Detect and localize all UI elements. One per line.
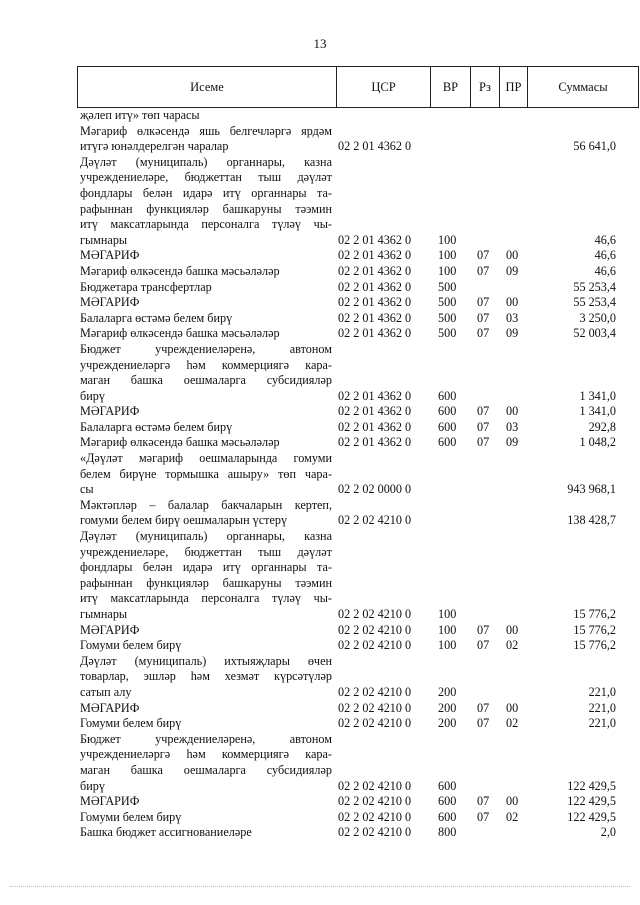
row-name: Балаларга өстәмә белем бирү (80, 310, 233, 325)
table-row (0, 170, 640, 186)
row-pr: 03 (506, 310, 519, 325)
table-row (0, 732, 640, 748)
row-sum: 943 968,1 (567, 482, 616, 497)
row-vr: 500 (438, 326, 457, 341)
row-name: Бюджетара трансфертлар (80, 279, 212, 294)
row-vr: 500 (438, 295, 457, 310)
row-rz: 07 (477, 716, 490, 731)
row-name: Мәгариф өлкәсендә башка мәсьәләләр (80, 263, 280, 278)
row-csr: 02 2 01 4362 0 (338, 310, 412, 325)
row-pr: 00 (506, 622, 519, 637)
row-pr: 00 (506, 295, 519, 310)
row-rz: 07 (477, 700, 490, 715)
row-name: Бюджет учреждениеләренә, автоном (80, 341, 332, 356)
row-pr: 03 (506, 419, 519, 434)
row-name: Башка бюджет ассигнованиеләре (80, 825, 252, 840)
table-header (77, 66, 639, 108)
row-name: учреждениеләргә һәм коммерциягә кара- (80, 357, 332, 372)
page-number: 13 (313, 36, 327, 51)
table-row (0, 139, 640, 155)
row-pr: 09 (506, 263, 519, 278)
table-row (0, 233, 640, 249)
table-row (0, 685, 640, 701)
row-name: гомуми белем бирү оешмаларын үстерү (80, 513, 288, 528)
table-row (0, 389, 640, 405)
row-rz: 07 (477, 794, 490, 809)
header-sum: Суммасы (558, 79, 608, 94)
row-pr: 02 (506, 638, 519, 653)
table-row (0, 482, 640, 498)
row-sum: 1 048,2 (579, 435, 616, 450)
row-name: белем бирүне тормышка ашыру» төп чара- (80, 466, 332, 481)
row-pr: 00 (506, 700, 519, 715)
row-name: Мәгариф өлкәсендә яшь белгечләргә ярдәм (80, 123, 332, 138)
row-csr: 02 2 02 4210 0 (338, 778, 412, 793)
row-csr: 02 2 01 4362 0 (338, 435, 412, 450)
row-csr: 02 2 02 4210 0 (338, 684, 412, 699)
table-row (0, 747, 640, 763)
row-rz: 07 (477, 326, 490, 341)
row-name: МӘГАРИФ (80, 794, 140, 809)
table-row (0, 358, 640, 374)
row-rz: 07 (477, 263, 490, 278)
row-sum: 221,0 (588, 684, 616, 699)
row-vr: 800 (438, 825, 457, 840)
header-pr: ПР (500, 67, 528, 107)
row-name: бирү (80, 388, 105, 403)
row-vr: 600 (438, 435, 457, 450)
row-csr: 02 2 02 0000 0 (338, 482, 412, 497)
row-sum: 1 341,0 (579, 388, 616, 403)
header-name: Исеме (78, 67, 337, 107)
table-row (0, 373, 640, 389)
row-sum: 221,0 (588, 716, 616, 731)
row-rz: 07 (477, 419, 490, 434)
table-row (0, 794, 640, 810)
header-csr: ЦСР (337, 67, 431, 107)
row-sum: 122 429,5 (567, 778, 616, 793)
row-name: рафыннан функцияләр башкаруны тәэмин (80, 201, 332, 216)
row-rz: 07 (477, 638, 490, 653)
table-row (0, 529, 640, 545)
row-csr: 02 2 01 4362 0 (338, 326, 412, 341)
row-csr: 02 2 02 4210 0 (338, 638, 412, 653)
row-name: маган башка оешмаларга субсидияләр (80, 762, 332, 777)
table-row (0, 638, 640, 654)
row-rz: 07 (477, 248, 490, 263)
row-rz: 07 (477, 310, 490, 325)
table-row (0, 435, 640, 451)
row-name: учреждениеләре, бюджеттан тыш дәүләт (80, 170, 332, 185)
row-sum: 2,0 (600, 825, 616, 840)
row-vr: 600 (438, 794, 457, 809)
row-csr: 02 2 02 4210 0 (338, 622, 412, 637)
row-csr: 02 2 01 4362 0 (338, 139, 412, 154)
row-sum: 46,6 (594, 263, 616, 278)
table-row (0, 326, 640, 342)
row-vr: 600 (438, 404, 457, 419)
row-name: «Дәүләт мәгариф оешмаларында гомуми (80, 451, 332, 466)
row-csr: 02 2 02 4210 0 (338, 700, 412, 715)
table-row (0, 560, 640, 576)
row-csr: 02 2 01 4362 0 (338, 388, 412, 403)
row-vr: 100 (438, 232, 457, 247)
row-name: Бюджет учреждениеләренә, автоном (80, 731, 332, 746)
row-name: МӘГАРИФ (80, 700, 140, 715)
row-name: Мәктәпләр – балалар бакчаларын кертеп, (80, 497, 332, 512)
row-csr: 02 2 02 4210 0 (338, 716, 412, 731)
row-rz: 07 (477, 622, 490, 637)
table-row (0, 513, 640, 529)
table-row (0, 248, 640, 264)
row-sum: 15 776,2 (573, 622, 616, 637)
row-name: Дәүләт (муниципаль) ихтыяҗлары өчен (80, 653, 332, 668)
row-name: гымнары (80, 607, 128, 621)
table-row (0, 607, 640, 623)
row-sum: 15 776,2 (573, 607, 616, 621)
row-rz: 07 (477, 809, 490, 824)
row-pr: 09 (506, 435, 519, 450)
row-name: МӘГАРИФ (80, 622, 140, 637)
row-pr: 00 (506, 404, 519, 419)
row-csr: 02 2 01 4362 0 (338, 419, 412, 434)
row-pr: 02 (506, 716, 519, 731)
row-name: товарлар, эшләр һәм хезмәт күрсәтүләр (80, 669, 332, 684)
table-row (0, 217, 640, 233)
row-sum: 122 429,5 (567, 809, 616, 824)
table-row (0, 701, 640, 717)
row-name: МӘГАРИФ (80, 404, 140, 419)
table-row (0, 763, 640, 779)
table-row (0, 669, 640, 685)
table-row (0, 623, 640, 639)
row-name: Дәүләт (муниципаль) органнары, казна (80, 154, 332, 169)
row-name: гымнары (80, 232, 128, 247)
table-row (0, 810, 640, 826)
row-csr: 02 2 01 4362 0 (338, 263, 412, 278)
row-vr: 100 (438, 638, 457, 653)
table-row (0, 420, 640, 436)
table-row (0, 295, 640, 311)
row-sum: 15 776,2 (573, 638, 616, 653)
row-vr: 200 (438, 684, 457, 699)
row-name: МӘГАРИФ (80, 248, 140, 263)
row-sum: 221,0 (588, 700, 616, 715)
table-row (0, 467, 640, 483)
row-name: рафыннан функцияләр башкаруны тәэмин (80, 575, 332, 590)
row-sum: 46,6 (594, 232, 616, 247)
row-vr: 600 (438, 778, 457, 793)
row-name: маган башка оешмаларга субсидияләр (80, 373, 332, 388)
table-body (0, 108, 640, 841)
scan-artifact-line (10, 886, 630, 888)
row-vr: 500 (438, 310, 457, 325)
table-row (0, 186, 640, 202)
row-name: МӘГАРИФ (80, 295, 140, 310)
row-name: бирү (80, 778, 105, 793)
row-name: сы (80, 482, 94, 497)
table-row (0, 498, 640, 514)
row-pr: 09 (506, 326, 519, 341)
row-vr: 600 (438, 388, 457, 403)
table-row (0, 108, 640, 124)
row-sum: 1 341,0 (579, 404, 616, 419)
row-vr: 100 (438, 263, 457, 278)
row-name: Мәгариф өлкәсендә башка мәсьәләләр (80, 326, 280, 341)
row-sum: 52 003,4 (573, 326, 616, 341)
table-row (0, 202, 640, 218)
table-row (0, 342, 640, 358)
row-csr: 02 2 01 4362 0 (338, 404, 412, 419)
row-rz: 07 (477, 435, 490, 450)
table-row (0, 124, 640, 140)
row-sum: 122 429,5 (567, 794, 616, 809)
row-csr: 02 2 01 4362 0 (338, 295, 412, 310)
row-csr: 02 2 02 4210 0 (338, 513, 412, 528)
row-csr: 02 2 02 4210 0 (338, 825, 412, 840)
row-name: Гомуми белем бирү (80, 716, 182, 731)
row-rz: 07 (477, 295, 490, 310)
row-vr: 100 (438, 607, 457, 621)
row-name: учреждениеләргә һәм коммерциягә кара- (80, 747, 332, 762)
row-csr: 02 2 01 4362 0 (338, 248, 412, 263)
table-row (0, 576, 640, 592)
row-name: җәлеп итү» төп чарасы (80, 108, 200, 122)
row-csr: 02 2 02 4210 0 (338, 794, 412, 809)
table-row (0, 155, 640, 171)
row-sum: 55 253,4 (573, 279, 616, 294)
table-row (0, 591, 640, 607)
table-row (0, 404, 640, 420)
row-name: учреждениеләре, бюджеттан тыш дәүләт (80, 544, 332, 559)
row-sum: 3 250,0 (579, 310, 616, 325)
table-row (0, 545, 640, 561)
table-row (0, 654, 640, 670)
table-row (0, 311, 640, 327)
row-pr: 00 (506, 794, 519, 809)
table-row (0, 451, 640, 467)
row-name: Гомуми белем бирү (80, 809, 182, 824)
row-vr: 200 (438, 700, 457, 715)
row-name: Дәүләт (муниципаль) органнары, казна (80, 529, 332, 544)
row-name: фондлары белән идарә итү органнары та- (80, 560, 332, 575)
row-csr: 02 2 02 4210 0 (338, 809, 412, 824)
table-row (0, 280, 640, 296)
table-row (0, 716, 640, 732)
row-name: Гомуми белем бирү (80, 638, 182, 653)
row-vr: 600 (438, 419, 457, 434)
table-row (0, 264, 640, 280)
header-vr: ВР (431, 67, 471, 107)
row-sum: 46,6 (594, 248, 616, 263)
table-row (0, 825, 640, 841)
row-csr: 02 2 01 4362 0 (338, 232, 412, 247)
header-rz: Рз (471, 67, 500, 107)
row-pr: 02 (506, 809, 519, 824)
row-pr: 00 (506, 248, 519, 263)
row-csr: 02 2 02 4210 0 (338, 607, 412, 621)
row-name: фондлары белән идарә итү органнары та- (80, 185, 332, 200)
row-sum: 138 428,7 (567, 513, 616, 528)
row-name: Балаларга өстәмә белем бирү (80, 419, 233, 434)
row-name: итү максатларында персоналга түләү чы- (80, 217, 332, 232)
row-name: итүгә юнәлдерелгән чаралар (80, 139, 229, 154)
row-vr: 500 (438, 279, 457, 294)
row-vr: 200 (438, 716, 457, 731)
table-row (0, 779, 640, 795)
row-rz: 07 (477, 404, 490, 419)
row-name: Мәгариф өлкәсендә башка мәсьәләләр (80, 435, 280, 450)
row-name: итү максатларында персоналга түләү чы- (80, 591, 332, 606)
row-name: сатып алу (80, 684, 132, 699)
row-sum: 55 253,4 (573, 295, 616, 310)
row-sum: 292,8 (588, 419, 616, 434)
row-vr: 600 (438, 809, 457, 824)
row-vr: 100 (438, 248, 457, 263)
row-sum: 56 641,0 (573, 139, 616, 154)
row-vr: 100 (438, 622, 457, 637)
row-csr: 02 2 01 4362 0 (338, 279, 412, 294)
